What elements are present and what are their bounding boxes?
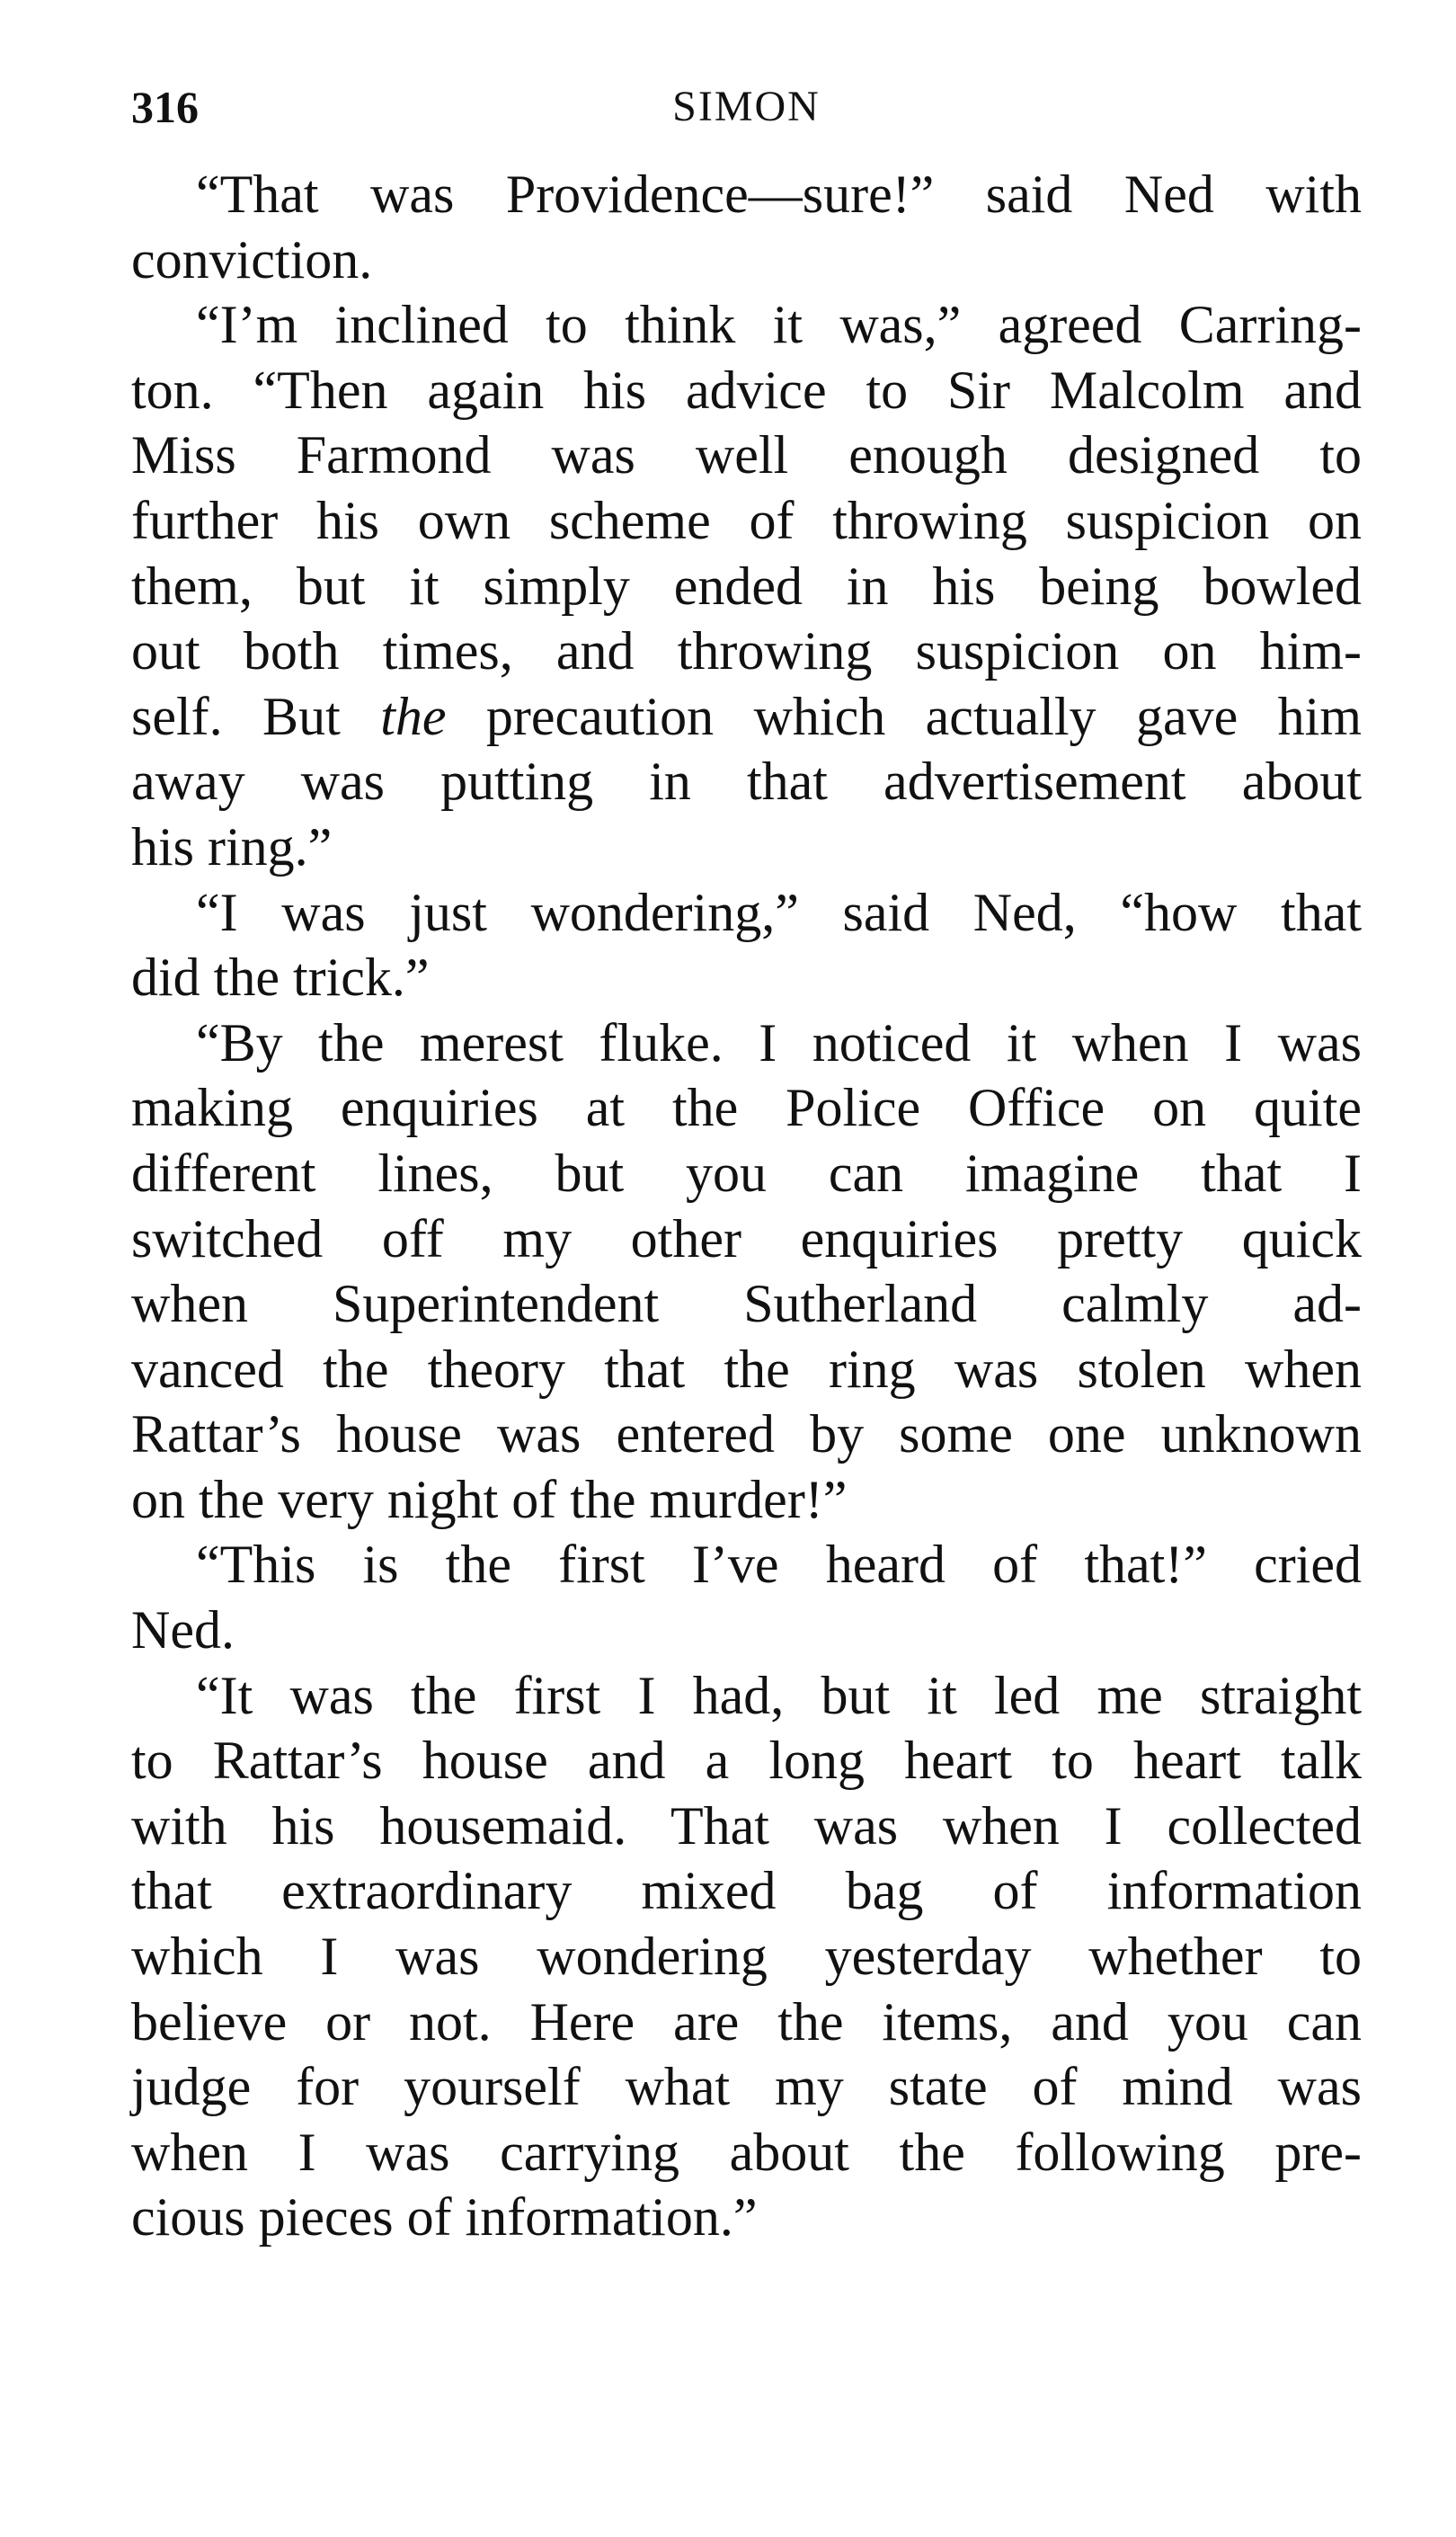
- emphasized-word: the: [380, 686, 447, 746]
- paragraph-3: [131, 880, 1362, 1010]
- text-line: cious pieces of information.”: [131, 2187, 758, 2248]
- running-head: SIMON: [672, 83, 821, 130]
- page-number: 316: [131, 82, 199, 132]
- paragraph-6: [131, 1663, 1362, 2250]
- text-line: “That was Providence—sure!” said Ned with: [196, 165, 1362, 224]
- text-line: believe or not. Here are the items, and you can: [131, 1991, 1362, 2052]
- text-line: “It was the first I had, but it led me straight: [196, 1665, 1362, 1725]
- text-line: Rattar’s house was entered by some one unknown: [131, 1404, 1362, 1464]
- text-line: judge for yourself what my state of mind was: [131, 2057, 1362, 2117]
- text-line: when Superintendent Sutherland calmly ad-: [131, 1274, 1362, 1334]
- text-line: out both times, and throwing suspicion on him-: [131, 621, 1362, 681]
- text-line: conviction.: [131, 229, 373, 289]
- text-run: precaution which actually gave him: [446, 686, 1362, 746]
- text-line: that extraordinary mixed bag of information: [131, 1861, 1362, 1921]
- paragraph-4: [131, 1010, 1362, 1533]
- text-line: Miss Farmond was well enough designed to: [131, 425, 1362, 485]
- text-line: did the trick.”: [131, 948, 430, 1008]
- body-text: [131, 162, 1362, 2250]
- text-line: ton. “Then again his advice to Sir Malcolm and: [131, 360, 1362, 420]
- text-line: further his own scheme of throwing suspicion on: [131, 490, 1362, 550]
- text-line: “I was just wondering,” said Ned, “how that: [196, 882, 1362, 942]
- text-line: vanced the theory that the ring was stolen when: [131, 1339, 1362, 1399]
- page-header: [131, 77, 1362, 137]
- text-line: “This is the first I’ve heard of that!” cried: [196, 1535, 1362, 1595]
- text-line: switched off my other enquiries pretty quick: [131, 1208, 1362, 1268]
- text-line: when I was carrying about the following pre-: [131, 2122, 1362, 2182]
- text-line: making enquiries at the Police Office on quite: [131, 1078, 1362, 1138]
- text-line: which I was wondering yesterday whether to: [131, 1927, 1362, 1987]
- paragraph-2: [131, 292, 1362, 879]
- text-run: self. But: [131, 686, 381, 746]
- paragraph-1: [131, 162, 1362, 292]
- text-line: [131, 684, 1362, 750]
- text-line: to Rattar’s house and a long heart to heart talk: [131, 1731, 1362, 1791]
- paragraph-5: [131, 1532, 1362, 1662]
- text-line: different lines, but you can imagine that I: [131, 1143, 1362, 1203]
- text-line: “By the merest fluke. I noticed it when I was: [196, 1012, 1362, 1073]
- text-line: his ring.”: [131, 816, 333, 877]
- text-line: them, but it simply ended in his being bowled: [131, 556, 1362, 616]
- text-line: on the very night of the murder!”: [131, 1469, 848, 1529]
- text-line: away was putting in that advertisement about: [131, 752, 1362, 812]
- text-line: Ned.: [131, 1600, 235, 1660]
- text-line: “I’m inclined to think it was,” agreed Carring-: [196, 295, 1362, 355]
- text-line: with his housemaid. That was when I collected: [131, 1795, 1362, 1856]
